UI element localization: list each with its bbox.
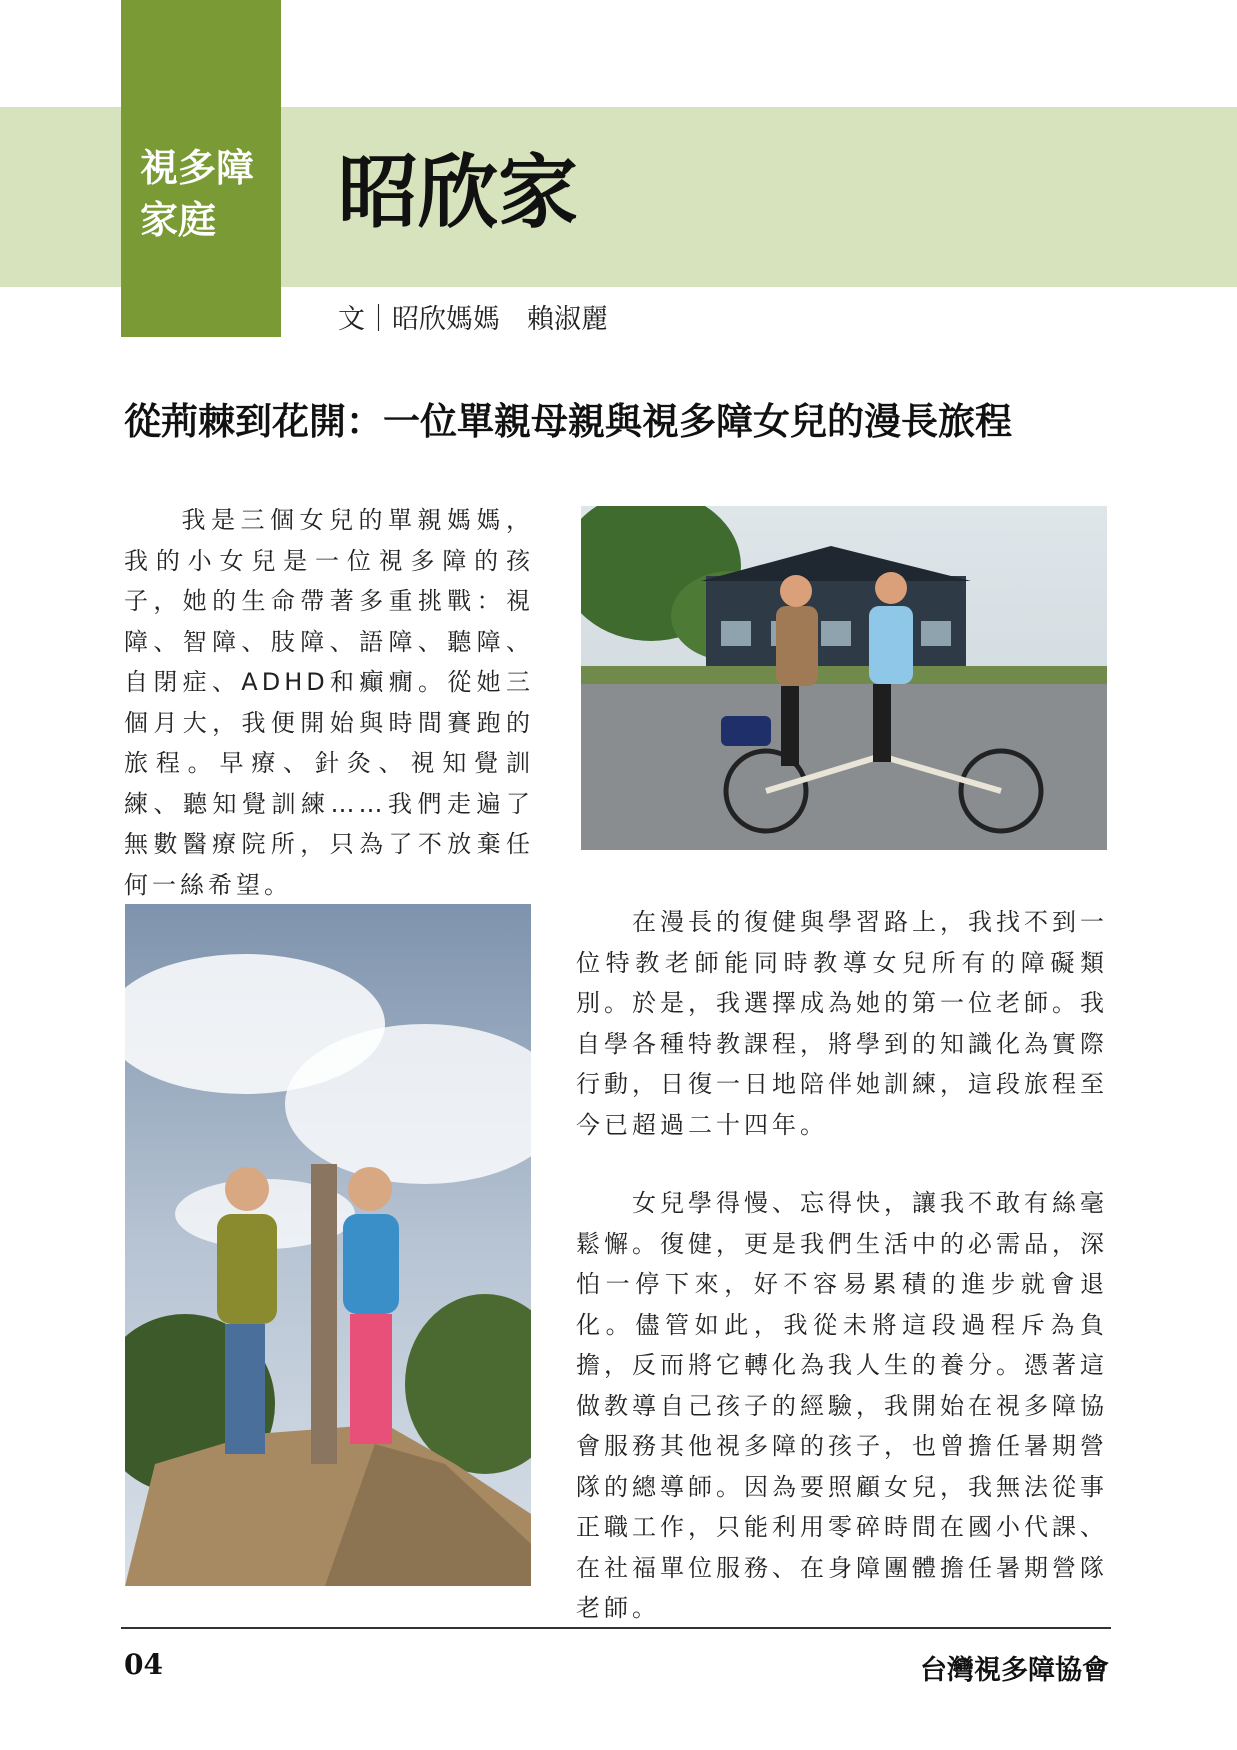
footer-divider xyxy=(121,1627,1111,1629)
paragraph-2 xyxy=(576,902,1108,1145)
organization-name: 台灣視多障協會 xyxy=(920,1655,1109,1686)
paragraph-3 xyxy=(576,1183,1108,1629)
mountain-summit-photo xyxy=(125,904,531,1586)
paragraph-1-text: 我是三個女兒的單親媽媽，我的小女兒是一位視多障的孩子，她的生命帶著多重挑戰：視障、智障、肢障、語障、聽障、自閉症、ADHD和癲癇。從她三個月大，我便開始與時間賽跑的旅程。早療、針灸、視知覺訓練、聽知覺訓練……我們走遍了無數醫療院所，只為了不放棄任何一絲希望。 xyxy=(124,506,534,899)
section-tag xyxy=(140,142,254,246)
article-headline: 從荊棘到花開：一位單親母親與視多障女兒的漫長旅程 xyxy=(124,399,1012,443)
byline: 文｜昭欣媽媽 賴淑麗 xyxy=(338,304,608,335)
page-title: 昭欣家 xyxy=(338,145,578,239)
section-tag-line1: 視多障 xyxy=(140,145,255,190)
paragraph-2-text: 在漫長的復健與學習路上，我找不到一位特教老師能同時教導女兒所有的障礙類別。於是，我選擇成為她的第一位老師。我自學各種特教課程，將學到的知識化為實際行動，日復一日地陪伴她訓練，這段旅程至今已超過二十四年。 xyxy=(576,908,1108,1139)
page-number: 04 xyxy=(124,1648,163,1681)
paragraph-3-text: 女兒學得慢、忘得快，讓我不敢有絲毫鬆懈。復健，更是我們生活中的必需品，深怕一停下來，好不容易累積的進步就會退化。儘管如此，我從未將這段過程斥為負擔，反而將它轉化為我人生的養分。憑著這做教導自己孩子的經驗，我開始在視多障協會服務其他視多障的孩子，也曾擔任暑期營隊的總導師。因為要照顧女兒，我無法從事正職工作，只能利用零碎時間在國小代課、在社福單位服務、在身障團體擔任暑期營隊老師。 xyxy=(576,1189,1108,1622)
tandem-bicycle-photo xyxy=(581,506,1107,850)
section-tag-line2: 家庭 xyxy=(140,197,217,242)
paragraph-1 xyxy=(124,500,534,905)
